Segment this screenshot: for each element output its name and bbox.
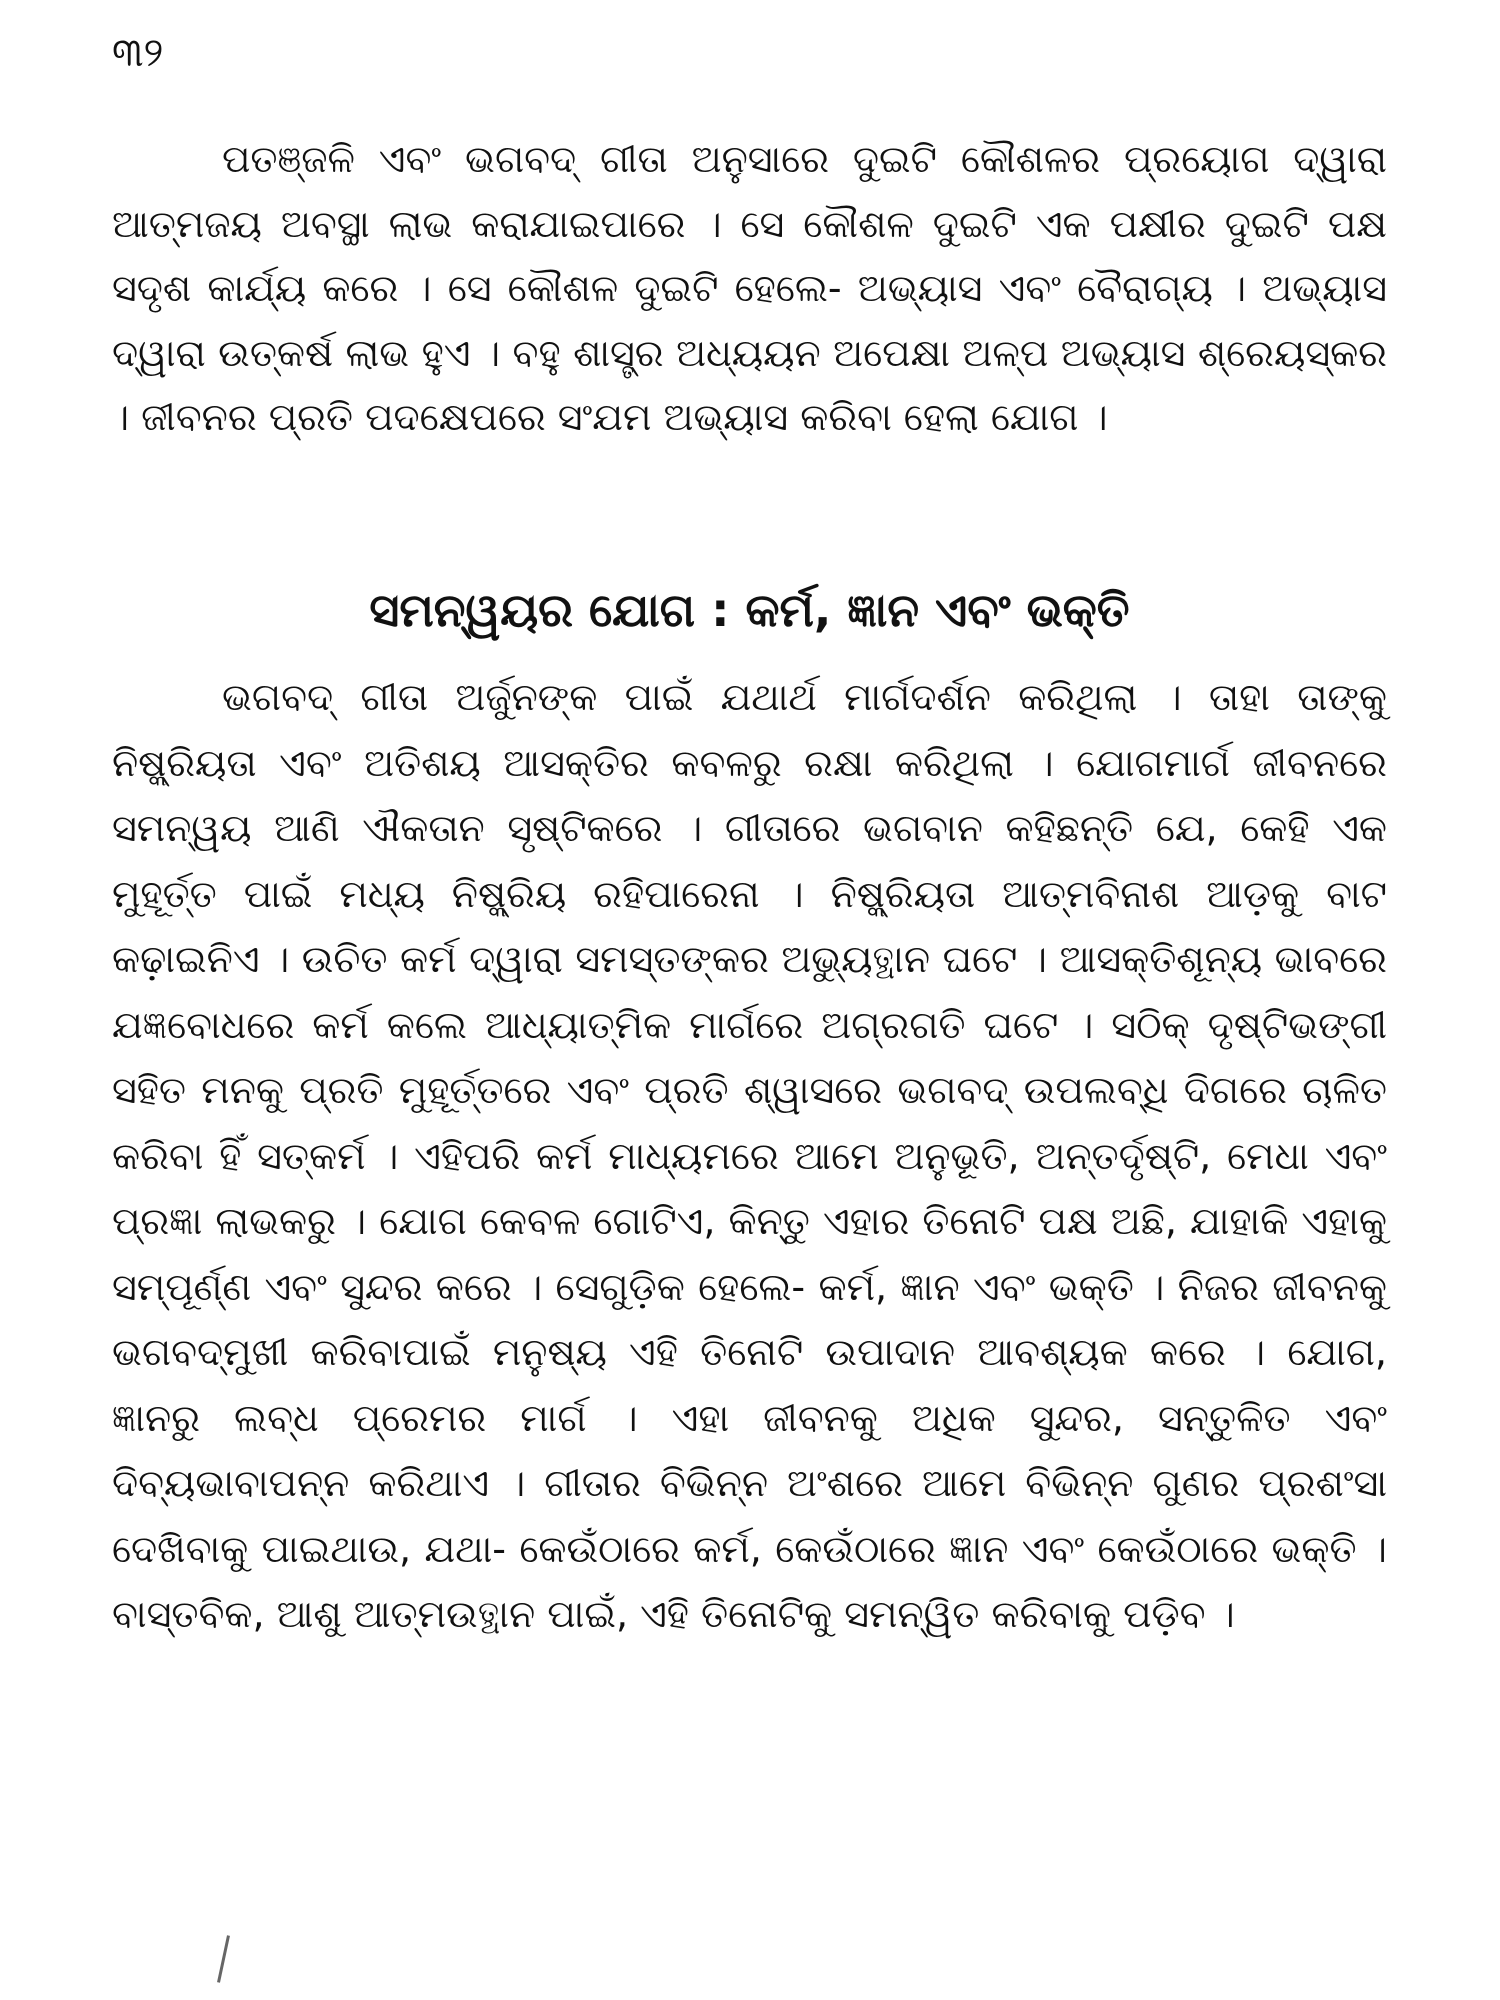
section-heading: ସମନ୍ୱୟର ଯୋଗ : କର୍ମ, ଜ୍ଞାନ ଏବଂ ଭକ୍ତି bbox=[369, 583, 1130, 637]
paragraph-body: ଭଗବଦ୍ ଗୀତା ଅର୍ଜୁନଙ୍କ ପାଇଁ ଯଥାର୍ଥ ମାର୍ଗଦର୍ଶନ କରିଥିଲା । ତାହା ତାଙ୍କୁ ନିଷ୍କ୍ରିୟତା ଏବଂ ଅତିଶୟ ଆସକ୍ତିର କବଳରୁ ରକ୍ଷା କରିଥିଲା । ଯୋଗମାର୍ଗ ଜୀବନରେ ସମନ୍ୱୟ ଆଣି ଐକତାନ ସୃଷ୍ଟିକରେ । ଗୀତାରେ ଭଗବାନ କହିଛନ୍ତି ଯେ, କେହି ଏକ ମୁହୂର୍ତ୍ତ ପାଇଁ ମଧ୍ୟ ନିଷ୍କ୍ରିୟ ରହିପାରେନା । ନିଷ୍କ୍ରିୟତା ଆତ୍ମବିନାଶ ଆଡ଼କୁ ବାଟ କଢ଼ାଇନିଏ । ଉଚିତ କର୍ମ ଦ୍ୱାରା ସମସ୍ତଙ୍କର ଅଭ୍ୟୁତ୍ଥାନ ଘଟେ । ଆସକ୍ତିଶୂନ୍ୟ ଭାବରେ ଯଜ୍ଞବୋଧରେ କର୍ମ କଲେ ଆଧ୍ୟାତ୍ମିକ ମାର୍ଗରେ ଅଗ୍ରଗତି ଘଟେ । ସଠିକ୍ ଦୃଷ୍ଟିଭଙ୍ଗୀ ସହିତ ମନକୁ ପ୍ରତି ମୁହୂର୍ତ୍ତରେ ଏବଂ ପ୍ରତି ଶ୍ୱାସରେ ଭଗବଦ୍ ଉପଲବ୍ଧି ଦିଗରେ ଚାଳିତ କରିବା ହିଁ ସତ୍‌କର୍ମ । ଏହିପରି କର୍ମ ମାଧ୍ୟମରେ ଆମେ ଅନୁଭୂତି, ଅନ୍ତର୍ଦୃଷ୍ଟି, ମେଧା ଏବଂ ପ୍ରଜ୍ଞା ଲାଭକରୁ । ଯୋଗ କେବଳ ଗୋଟିଏ, କିନ୍ତୁ ଏହାର ତିନୋଟି ପକ୍ଷ ଅଛି, ଯାହାକି ଏହାକୁ ସମ୍ପୂର୍ଣ୍ଣ ଏବଂ ସୁନ୍ଦର କରେ । ସେଗୁଡ଼ିକ ହେଲେ- କର୍ମ, ଜ୍ଞାନ ଏବଂ ଭକ୍ତି । ନିଜର ଜୀବନକୁ ଭଗବଦ୍‌ମୁଖୀ କରିବାପାଇଁ ମନୁଷ୍ୟ ଏହି ତିନୋଟି ଉପାଦାନ ଆବଶ୍ୟକ କରେ । ଯୋଗ, ଜ୍ଞାନରୁ ଲବ୍ଧ ପ୍ରେମର ମାର୍ଗ । ଏହା ଜୀବନକୁ ଅଧିକ ସୁନ୍ଦର, ସନ୍ତୁଳିତ ଏବଂ ଦିବ୍ୟଭାବାପନ୍ନ କରିଥାଏ । ଗୀତାର ବିଭିନ୍ନ ଅଂଶରେ ଆମେ ବିଭିନ୍ନ ଗୁଣର ପ୍ରଶଂସା ଦେଖିବାକୁ ପାଇଥାଉ, ଯଥା- କେଉଁଠାରେ କର୍ମ, କେଉଁଠାରେ ଜ୍ଞାନ ଏବଂ କେଉଁଠାରେ ଭକ୍ତି । ବାସ୍ତବିକ, ଆଶୁ ଆତ୍ମଉତ୍ଥାନ ପାଇଁ, ଏହି ତିନୋଟିକୁ ସମନ୍ୱିତ କରିବାକୁ ପଡ଼ିବ । bbox=[112, 675, 1387, 1636]
scan-mark bbox=[217, 1935, 230, 1983]
paragraph-intro: ପତଞ୍ଜଳି ଏବଂ ଭଗବଦ୍ ଗୀତା ଅନୁସାରେ ଦୁଇଟି କୌଶଳର ପ୍ରୟୋଗ ଦ୍ୱାରା ଆତ୍ମଜୟ ଅବସ୍ଥା ଲାଭ କରାଯାଇପାରେ । ସେ କୌଶଳ ଦୁଇଟି ଏକ ପକ୍ଷୀର ଦୁଇଟି ପକ୍ଷ ସଦୃଶ କାର୍ଯ୍ୟ କରେ । ସେ କୌଶଳ ଦୁଇଟି ହେଲେ- ଅଭ୍ୟାସ ଏବଂ ବୈରାଗ୍ୟ । ଅଭ୍ୟାସ ଦ୍ୱାରା ଉତ୍କର୍ଷ ଲାଭ ହୁଏ । ବହୁ ଶାସ୍ତ୍ର ଅଧ୍ୟୟନ ଅପେକ୍ଷା ଅଳ୍ପ ଅଭ୍ୟାସ ଶ୍ରେୟସ୍କର । ଜୀବନର ପ୍ରତି ପଦକ୍ଷେପରେ ସଂଯମ ଅଭ୍ୟାସ କରିବା ହେଲା ଯୋଗ । bbox=[112, 137, 1387, 439]
page-number: ୩୨ bbox=[112, 30, 164, 76]
